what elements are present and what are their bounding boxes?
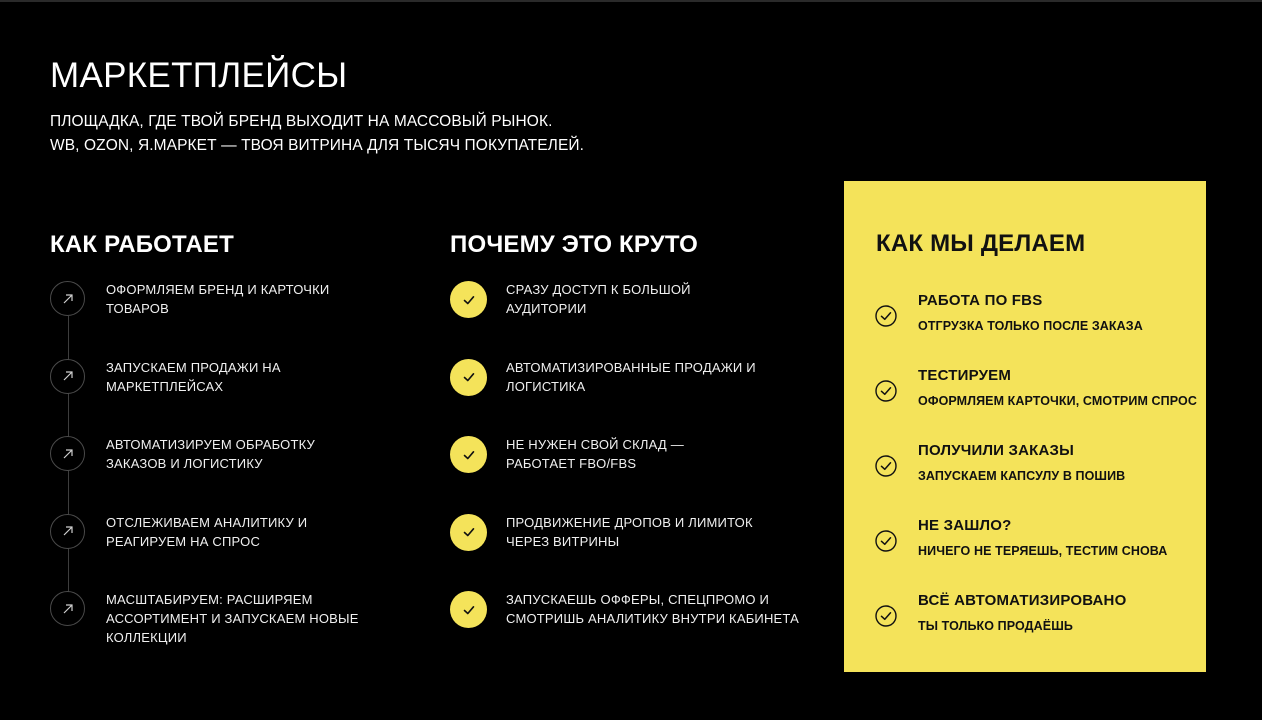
list-item-text: АВТОМАТИЗИРОВАННЫЕ ПРОДАЖИ И ЛОГИСТИКА xyxy=(506,359,756,394)
check-icon xyxy=(450,281,487,318)
check-icon xyxy=(450,436,487,473)
list-item xyxy=(874,591,1194,651)
list-item xyxy=(450,280,830,358)
panel-item-desc: ЗАПУСКАЕМ КАПСУЛУ В ПОШИВ xyxy=(918,469,1126,483)
list-item-text: ОТСЛЕЖИВАЕМ АНАЛИТИКУ И РЕАГИРУЕМ НА СПРОС xyxy=(106,514,308,549)
list-item xyxy=(450,358,830,436)
list-item-text: НЕ НУЖЕН СВОЙ СКЛАД — РАБОТАЕТ FBO/FBS xyxy=(506,437,684,471)
list-item xyxy=(50,513,410,591)
list-item-text: МАСШТАБИРУЕМ: РАСШИРЯЕМ АССОРТИМЕНТ И ЗАПУСКАЕМ НОВЫЕ КОЛЛЕКЦИИ xyxy=(106,592,359,645)
list-item xyxy=(50,590,410,668)
list-item-text: ОФОРМЛЯЕМ БРЕНД И КАРТОЧКИ ТОВАРОВ xyxy=(106,282,330,316)
list-item xyxy=(450,435,830,513)
arrow-up-right-icon xyxy=(50,514,85,549)
list-item xyxy=(874,441,1194,501)
arrow-up-right-icon xyxy=(50,359,85,394)
list-item-text: ЗАПУСКАЕШЬ ОФФЕРЫ, СПЕЦПРОМО И СМОТРИШЬ АНАЛИТИКУ ВНУТРИ КАБИНЕТА xyxy=(506,592,800,626)
page-title: МАРКЕТПЛЕЙСЫ xyxy=(50,56,348,95)
panel-item-title: РАБОТА ПО FBS xyxy=(918,292,1043,309)
why-cool-list xyxy=(450,280,830,668)
list-item xyxy=(50,358,410,436)
check-circle-icon xyxy=(874,604,898,628)
panel-item-title: ПОЛУЧИЛИ ЗАКАЗЫ xyxy=(918,442,1075,459)
list-item xyxy=(450,513,830,591)
check-icon xyxy=(450,514,487,551)
panel-item-desc: НИЧЕГО НЕ ТЕРЯЕШЬ, ТЕСТИМ СНОВА xyxy=(918,544,1168,558)
panel-item-title: НЕ ЗАШЛО? xyxy=(918,517,1012,534)
list-item xyxy=(50,280,410,358)
arrow-up-right-icon xyxy=(50,591,85,626)
subtitle-line-1: ПЛОЩАДКА, ГДЕ ТВОЙ БРЕНД ВЫХОДИТ НА МАССОВЫЙ РЫНОК. xyxy=(50,113,553,130)
check-circle-icon xyxy=(874,304,898,328)
list-item-text: АВТОМАТИЗИРУЕМ ОБРАБОТКУ ЗАКАЗОВ И ЛОГИСТИКУ xyxy=(106,437,315,471)
list-item-text: ПРОДВИЖЕНИЕ ДРОПОВ И ЛИМИТОК ЧЕРЕЗ ВИТРИНЫ xyxy=(506,514,753,549)
arrow-up-right-icon xyxy=(50,281,85,316)
panel-item-title: ВСЁ АВТОМАТИЗИРОВАНО xyxy=(918,592,1127,609)
check-circle-icon xyxy=(874,454,898,478)
how-we-do-heading: КАК МЫ ДЕЛАЕМ xyxy=(876,230,1086,257)
subtitle-line-2: WB, OZON, Я.МАРКЕТ — ТВОЯ ВИТРИНА ДЛЯ ТЫСЯЧ ПОКУПАТЕЛЕЙ. xyxy=(50,137,585,154)
list-item xyxy=(874,291,1194,351)
top-divider xyxy=(0,0,1262,2)
list-item xyxy=(874,516,1194,576)
why-cool-heading: ПОЧЕМУ ЭТО КРУТО xyxy=(450,231,699,258)
panel-item-desc: ТЫ ТОЛЬКО ПРОДАЁШЬ xyxy=(918,619,1074,633)
arrow-up-right-icon xyxy=(50,436,85,471)
how-we-do-panel xyxy=(844,181,1206,672)
check-circle-icon xyxy=(874,379,898,403)
panel-item-desc: ОФОРМЛЯЕМ КАРТОЧКИ, СМОТРИМ СПРОС xyxy=(918,394,1197,408)
list-item xyxy=(450,590,830,668)
how-it-works-heading: КАК РАБОТАЕТ xyxy=(50,231,234,258)
check-icon xyxy=(450,591,487,628)
panel-item-desc: ОТГРУЗКА ТОЛЬКО ПОСЛЕ ЗАКАЗА xyxy=(918,319,1143,333)
page-subtitle xyxy=(50,110,584,158)
list-item-text: СРАЗУ ДОСТУП К БОЛЬШОЙ АУДИТОРИИ xyxy=(506,282,691,316)
list-item xyxy=(50,435,410,513)
check-icon xyxy=(450,359,487,396)
panel-item-title: ТЕСТИРУЕМ xyxy=(918,367,1012,384)
how-it-works-list xyxy=(50,280,410,668)
check-circle-icon xyxy=(874,529,898,553)
list-item xyxy=(874,366,1197,426)
list-item-text: ЗАПУСКАЕМ ПРОДАЖИ НА МАРКЕТПЛЕЙСАХ xyxy=(106,359,281,394)
